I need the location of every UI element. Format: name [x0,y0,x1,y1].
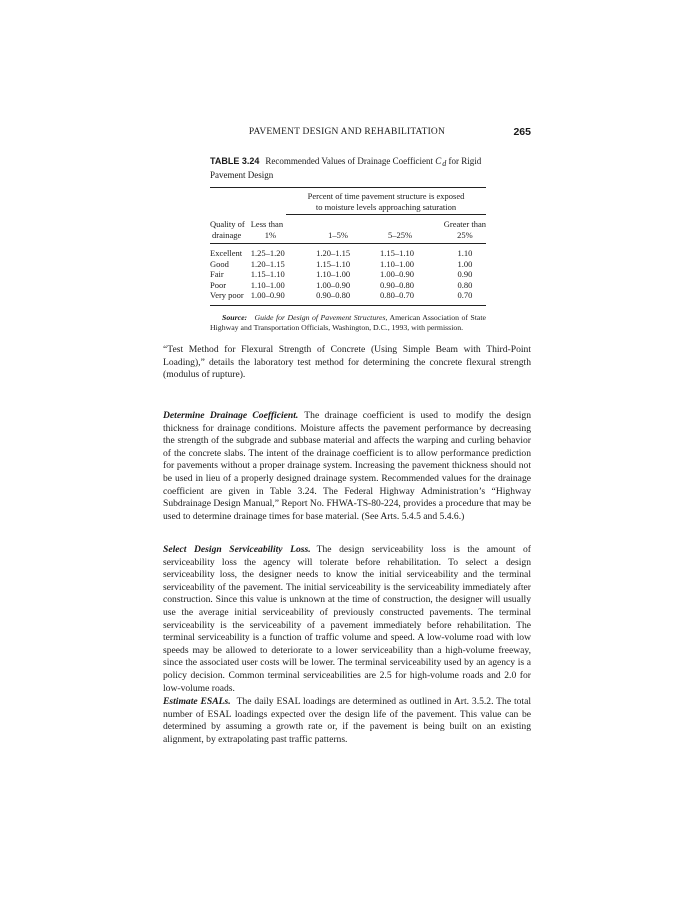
row-value-less-1: 1.25–1.20 [250,248,285,258]
row-value-greater-25: 1.10 [457,248,473,258]
row-value-5-25: 1.15–1.10 [379,248,414,258]
caption-text-pre: Recommended Values of Drainage Coefficient [265,156,436,166]
row-value-less-1: 1.00–0.90 [250,290,285,300]
row-value-1-5: 0.90–0.80 [316,290,351,300]
table-row [210,269,486,280]
row-value-1-5: 1.15–1.10 [316,258,351,269]
row-value-greater-25: 0.90 [457,269,473,279]
heading-serviceability-loss: Select Design Serviceability Loss. [163,544,311,555]
text-drainage-coefficient: The drainage coefficient is used to modify the design thickness for drainage conditions. Moisture affects the pavement performance by decreasing the strength of the subgrade and subbase material and affects the warping and curling behavior of the concrete slabs. The intent of the drainage coefficient is to allow performance prediction for pavements without a proper drainage system. Increasing the pavement thickness should not be used in lieu of a properly designed drainage system. Recommended values for the drainage coefficient are given in Table 3.24. The Federal Highway Administration’s “Highway Subdrainage Design Manual,” Report No. FHWA-TS-80-224, provides a procedure that may be used to determine drainage times for base material. (See Arts. 5.4.5 and 5.4.6.) [163,410,531,522]
row-value-5-25: 1.00–0.90 [379,269,414,279]
header-quality-line2: drainage [212,229,242,240]
header-less-than-line1: Less than [250,219,284,229]
row-value-1-5: 1.20–1.15 [316,248,351,258]
table-row [210,259,486,270]
page-number: 265 [513,126,531,138]
spanner-line-2: to moisture levels approaching saturation [315,201,457,212]
row-quality: Poor [210,279,227,290]
paragraph-drainage-coefficient [163,410,531,523]
header-less-than-line2: 1% [264,229,277,240]
header-5-25-percent: 5–25% [387,229,413,240]
row-value-less-1: 1.20–1.15 [250,258,285,269]
paragraph-estimate-esals [163,696,531,746]
table-caption [210,156,486,181]
source-rest: American Association of State Highway and Transportation Officials, Washington, D.C., 1993, with permission. [210,312,486,332]
row-quality: Very poor [210,290,244,300]
caption-subscript: d [442,159,447,168]
heading-drainage-coefficient: Determine Drainage Coefficient. [163,410,299,421]
row-quality: Good [210,258,229,269]
caption-text-post: for Rigid Pavement Design [210,156,482,180]
row-value-greater-25: 1.00 [457,258,473,269]
caption-symbol: C [435,156,442,166]
running-head: PAVEMENT DESIGN AND REHABILITATION [248,127,446,137]
row-value-5-25: 0.90–0.80 [379,279,414,290]
row-quality: Fair [210,269,224,279]
row-value-5-25: 1.10–1.00 [379,258,414,269]
text-estimate-esals: The daily ESAL loadings are determined as outlined in Art. 3.5.2. The total number of ESAL loadings expected over the design life of the pavement. This value can be determined by assuming a growth rate or, if the pavement is being built on an existing alignment, by extrapolating past traffic patterns. [163,696,531,745]
row-value-less-1: 1.10–1.00 [250,279,285,290]
table-row [210,280,486,291]
header-1-5-percent: 1–5% [328,229,349,240]
header-greater-than-line2: 25% [457,229,473,240]
table-label: TABLE 3.24 [210,156,260,166]
row-value-1-5: 1.10–1.00 [316,269,351,279]
paragraph-serviceability-loss [163,544,531,695]
spanner-line-1: Percent of time pavement structure is exposed [307,191,465,201]
table-source-note [210,313,486,333]
row-value-less-1: 1.15–1.10 [250,269,285,279]
row-value-5-25: 0.80–0.70 [379,290,414,300]
row-value-greater-25: 0.70 [457,290,473,300]
heading-estimate-esals: Estimate ESALs. [163,696,231,707]
header-greater-than-line1: Greater than [443,219,486,229]
drainage-coefficient-table-block [210,156,486,340]
header-quality-line1: Quality of [210,219,245,229]
paragraph-flexural-test: “Test Method for Flexural Strength of Concrete (Using Simple Beam with Third-Point Loading),” details the laboratory test method for determining the concrete flexural strength (modulus of rupture). [163,344,531,381]
row-value-1-5: 1.00–0.90 [316,279,351,290]
text-serviceability-loss: The design serviceability loss is the amount of serviceability loss the agency will tolerate before rehabilitation. To select a design serviceability loss, the designer needs to know the initial serviceability and the terminal serviceability of the pavement. The initial serviceability is the serviceability immediately after construction. Since this value is unknown at the time of construction, the designer will usually use the average initial serviceability of previously constructed pavements. The terminal serviceability is the serviceability of a pavement immediately before rehabilitation. The terminal serviceability is a function of traffic volume and speed. A low-volume road with low speeds may be allowed to deteriorate to a lower serviceability than a high-volume freeway, since the associated user costs will be lower. The terminal serviceability used by an agency is a policy decision. Common terminal serviceabilities are 2.5 for high-volume roads and 2.0 for low-volume roads. [163,544,531,694]
row-value-greater-25: 0.80 [457,279,473,290]
source-title: Guide for Design of Pavement Structures, [254,312,388,322]
column-spanner-heading [286,188,486,214]
table-bottom-rule [210,305,486,306]
table-row [210,244,486,259]
table-row [210,290,486,305]
row-quality: Excellent [210,248,243,258]
drainage-coefficient-table [210,215,486,306]
page-header [163,127,531,141]
source-label: Source: [222,312,248,322]
